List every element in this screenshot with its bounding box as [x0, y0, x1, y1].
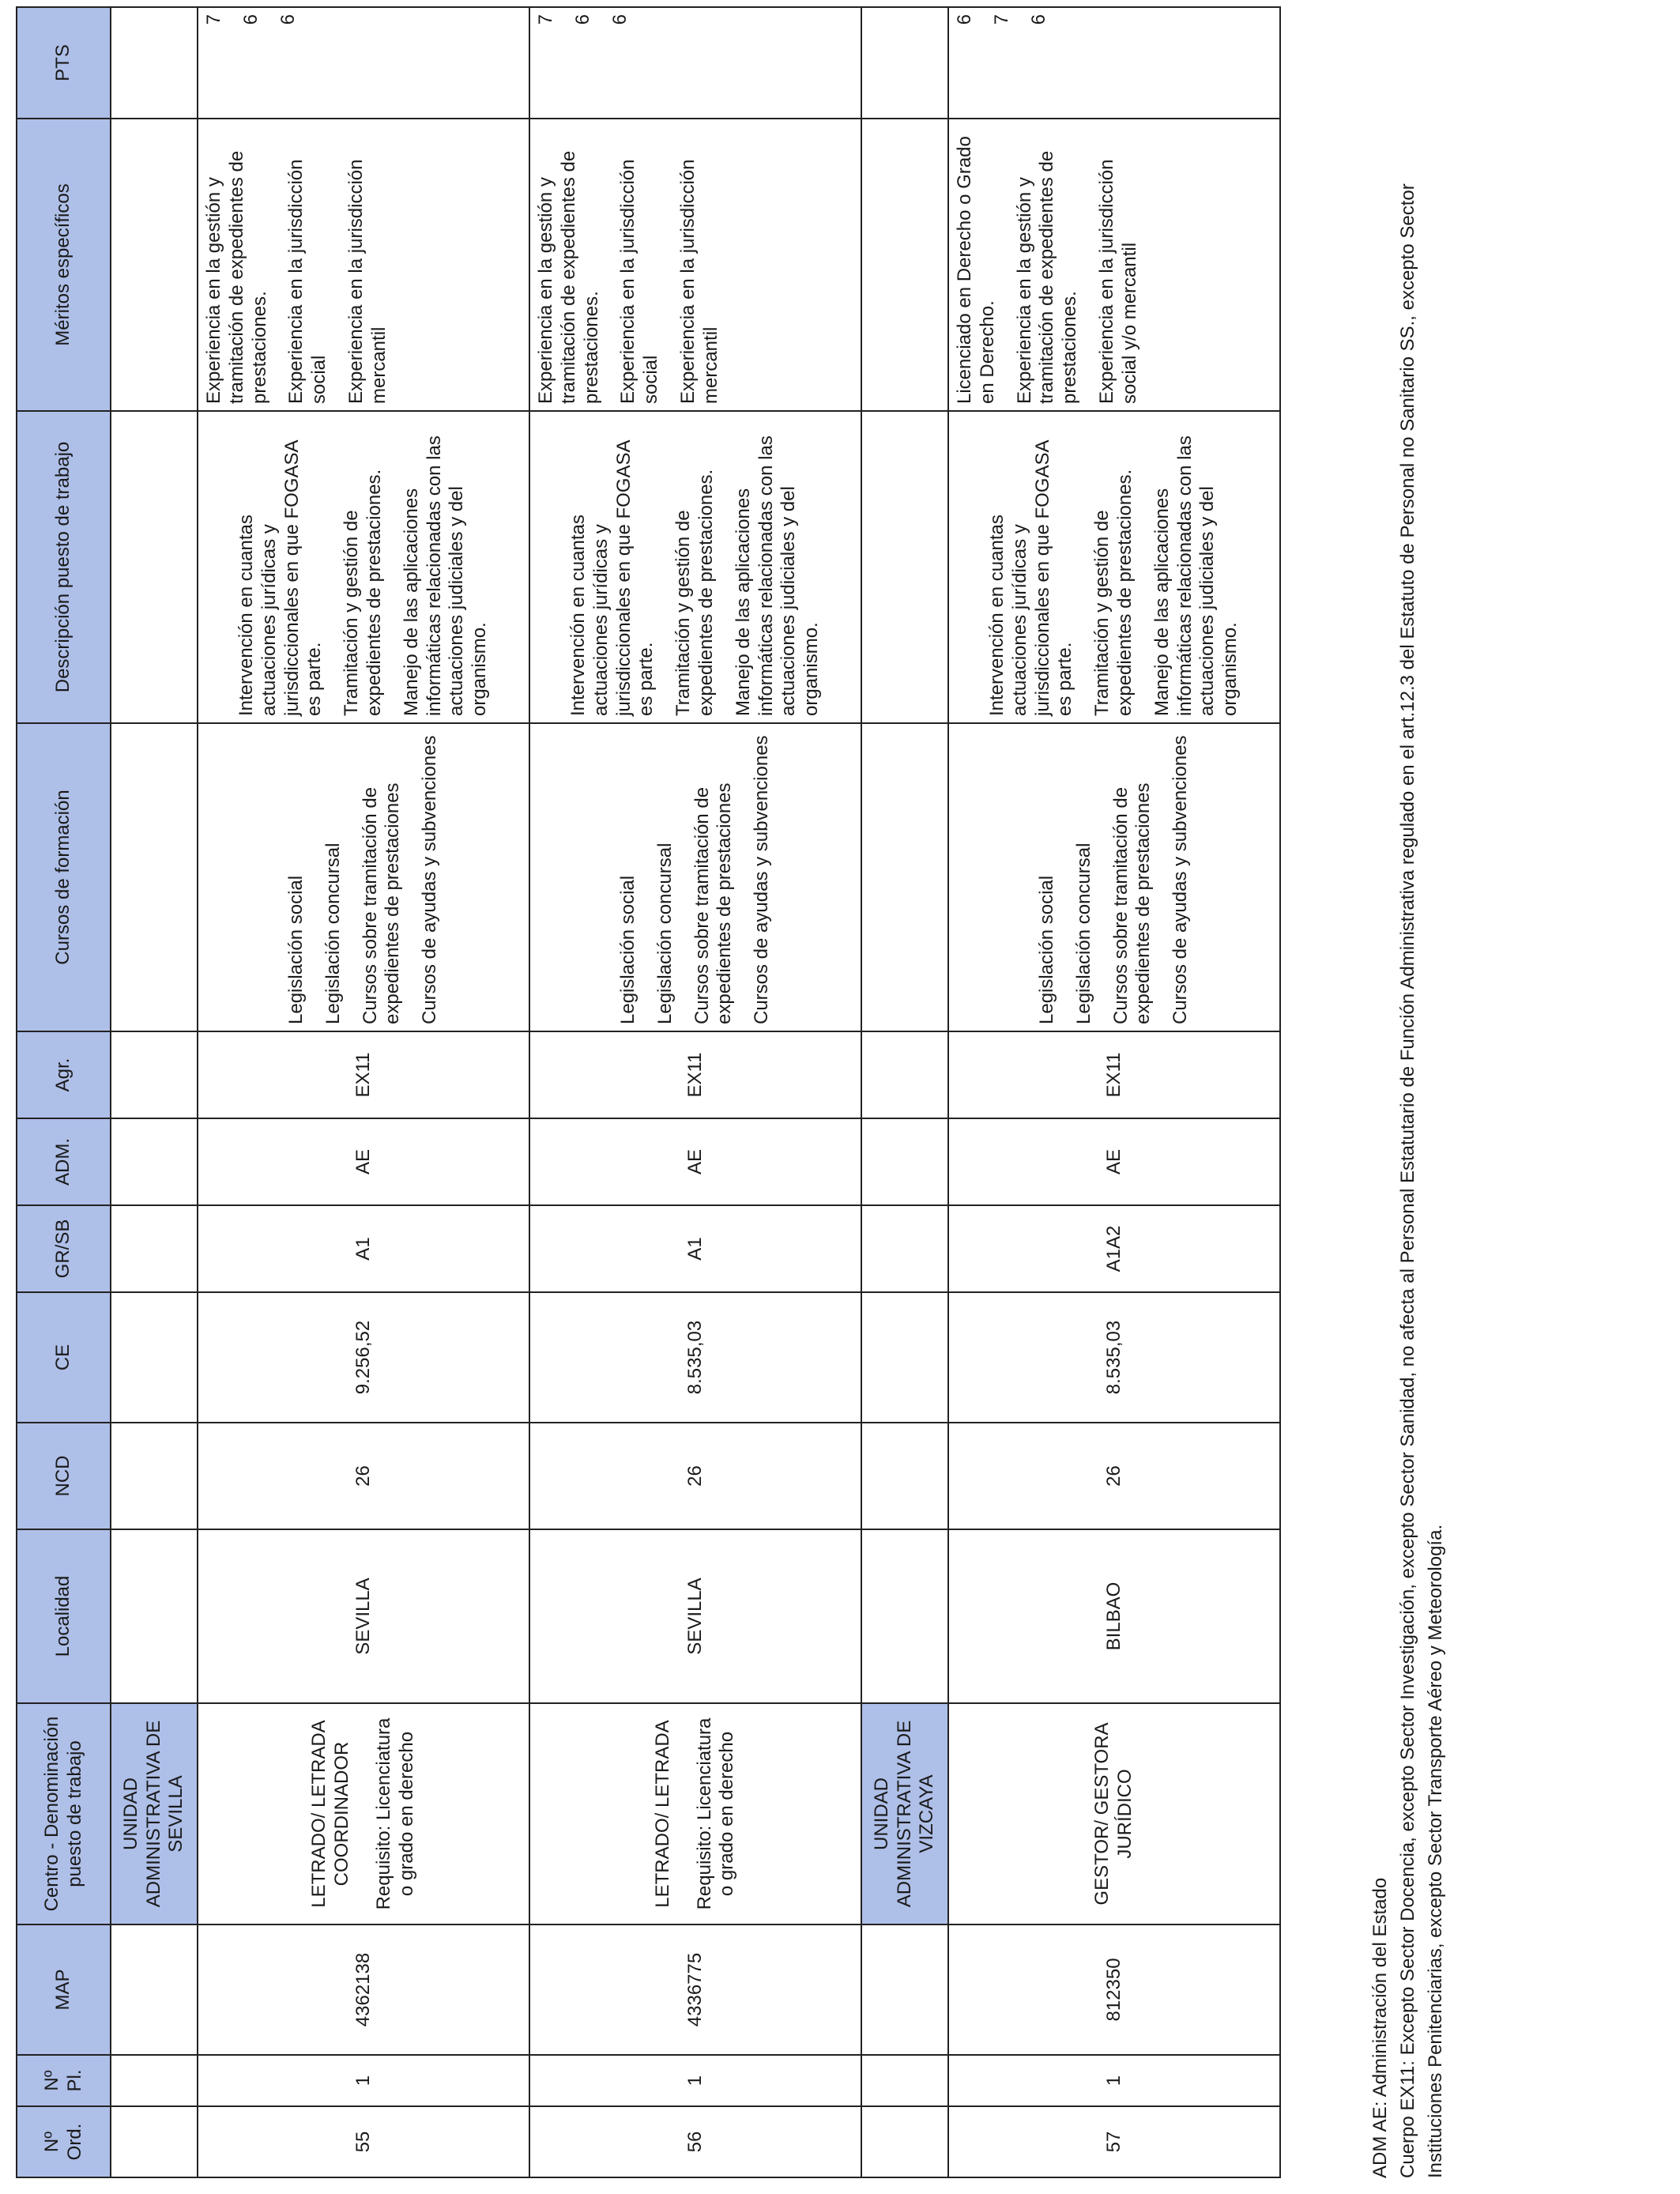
footnotes — [1367, 44, 1449, 2178]
grsb-cell: A1 — [529, 1205, 861, 1292]
curso-item: Cursos de ayudas y subvenciones — [419, 735, 441, 1024]
grsb-cell: A1 — [198, 1205, 529, 1292]
empty-cell — [111, 1118, 198, 1205]
positions-table — [16, 6, 1281, 2178]
curso-item: Legislación concursal — [654, 843, 676, 1024]
cursos-cell — [529, 723, 861, 1031]
meritos-cell — [948, 119, 1280, 411]
descripcion-cell — [198, 411, 529, 723]
header-grsb: GR/SB — [17, 1205, 111, 1292]
descripcion-item: Tramitación y gestión de expedientes de prestaciones. — [1091, 469, 1136, 716]
map-cell: 4362138 — [198, 1924, 529, 2055]
n-pl-cell: 1 — [198, 2055, 529, 2106]
agr-cell: EX11 — [198, 1031, 529, 1118]
descripcion-item: Intervención en cuantas actuaciones jurídicas y jurisdiccionales en que FOGASA es parte. — [986, 440, 1076, 716]
empty-cell — [111, 1423, 198, 1529]
table-row — [198, 7, 529, 2177]
pts-value: 6 — [277, 14, 299, 25]
n-pl-cell: 1 — [529, 2055, 861, 2106]
n-ord-cell: 57 — [948, 2106, 1280, 2177]
localidad-cell: SEVILLA — [198, 1529, 529, 1703]
curso-item: Legislación social — [617, 875, 638, 1024]
descripcion-cell — [948, 411, 1280, 723]
curso-item: Legislación social — [285, 875, 307, 1024]
header-ncd: NCD — [17, 1423, 111, 1529]
table-header — [17, 7, 111, 2177]
header-descripcion: Descripción puesto de trabajo — [17, 411, 111, 723]
localidad-cell: BILBAO — [948, 1529, 1280, 1703]
header-adm: ADM. — [17, 1118, 111, 1205]
descripcion-item: Intervención en cuantas actuaciones jurídicas y jurisdiccionales en que FOGASA es parte. — [567, 440, 657, 716]
empty-cell — [861, 1292, 948, 1423]
merito-item: Licenciado en Derecho o Grado en Derecho. — [954, 136, 998, 404]
pts-value: 7 — [203, 14, 224, 25]
header-pts: PTS — [17, 7, 111, 119]
merito-item: Experiencia en la jurisdicción mercantil — [345, 159, 390, 404]
descripcion-item: Intervención en cuantas actuaciones jurídicas y jurisdiccionales en que FOGASA es parte. — [235, 440, 326, 716]
ncd-cell: 26 — [529, 1423, 861, 1529]
merito-item: Experiencia en la jurisdicción social — [285, 159, 330, 404]
curso-item: Cursos sobre tramitación de expedientes de prestaciones — [1109, 782, 1155, 1024]
n-ord-cell: 56 — [529, 2106, 861, 2177]
merito-item: Experiencia en la jurisdicción mercantil — [676, 159, 721, 404]
merito-item: Experiencia en la gestión y tramitación de expedientes de prestaciones. — [203, 150, 270, 404]
empty-cell — [861, 1423, 948, 1529]
pts-value: 6 — [608, 14, 631, 25]
curso-item: Cursos sobre tramitación de expedientes de prestaciones — [359, 782, 404, 1024]
merito-item: Experiencia en la jurisdicción social y/o mercantil — [1095, 159, 1140, 404]
empty-cell — [111, 7, 198, 119]
merito-item: Experiencia en la gestión y tramitación de expedientes de prestaciones. — [535, 150, 602, 404]
descripcion-item: Manejo de las aplicaciones informáticas relacionadas con las actuaciones judiciales y del organismo. — [400, 435, 491, 716]
header-map: MAP — [17, 1924, 111, 2055]
empty-cell — [861, 411, 948, 723]
header-ce: CE — [17, 1292, 111, 1423]
ncd-cell: 26 — [198, 1423, 529, 1529]
agr-cell: EX11 — [948, 1031, 1280, 1118]
puesto-cell — [948, 1703, 1280, 1924]
cursos-cell — [198, 723, 529, 1031]
empty-cell — [861, 723, 948, 1031]
curso-item: Legislación social — [1036, 875, 1057, 1024]
footnote-cuerpo-cont: Instituciones Penitenciarias, excepto Sector Transporte Aéreo y Meteorología. — [1424, 1524, 1446, 2178]
n-pl-cell: 1 — [948, 2055, 1280, 2106]
ce-cell: 8.535,03 — [948, 1292, 1280, 1423]
empty-cell — [111, 2055, 198, 2106]
map-cell: 4336775 — [529, 1924, 861, 2055]
empty-cell — [111, 1292, 198, 1423]
empty-cell — [861, 2055, 948, 2106]
adm-cell: AE — [198, 1118, 529, 1205]
empty-cell — [111, 1031, 198, 1118]
table-row — [529, 7, 861, 2177]
pts-value: 6 — [1027, 14, 1049, 25]
pts-cell — [529, 7, 861, 119]
header-n-ord: Nº Ord. — [17, 2106, 111, 2177]
puesto-requisito: Requisito: Licenciatura o grado en derecho — [693, 1717, 738, 1910]
curso-item: Cursos de ayudas y subvenciones — [1170, 735, 1192, 1024]
merito-item: Experiencia en la gestión y tramitación de expedientes de prestaciones. — [1013, 150, 1081, 404]
empty-cell — [861, 1031, 948, 1118]
header-localidad: Localidad — [17, 1529, 111, 1703]
pts-value: 7 — [990, 14, 1012, 25]
empty-cell — [861, 1924, 948, 2055]
curso-item: Legislación concursal — [1072, 843, 1094, 1024]
meritos-cell — [529, 119, 861, 411]
descripcion-cell — [529, 411, 861, 723]
descripcion-item: Manejo de las aplicaciones informáticas relacionadas con las actuaciones judiciales y del organismo. — [732, 435, 823, 716]
puesto-requisito: Requisito: Licenciatura o grado en derecho — [373, 1717, 417, 1910]
section-row — [861, 7, 948, 2177]
ce-cell: 9.256,52 — [198, 1292, 529, 1423]
empty-cell — [861, 2106, 948, 2177]
section-unit-name: UNIDAD ADMINISTRATIVA DE VIZCAYA — [861, 1703, 948, 1924]
empty-cell — [861, 1118, 948, 1205]
n-ord-cell: 55 — [198, 2106, 529, 2177]
empty-cell — [861, 7, 948, 119]
puesto-cell — [529, 1703, 861, 1924]
empty-cell — [111, 411, 198, 723]
footnote-cuerpo: Cuerpo EX11: Excepto Sector Docencia, excepto Sector Investigación, excepto Sector Sanidad, no afecta al Personal Estatutario de Función Administrativa regulado en el art.12.3 del Estatuto de Personal no Sanitario SS., excepto Sector — [1396, 183, 1418, 2178]
section-row — [111, 7, 198, 2177]
adm-cell: AE — [948, 1118, 1280, 1205]
empty-cell — [111, 1205, 198, 1292]
header-centro: Centro - Denominación puesto de trabajo — [17, 1703, 111, 1924]
descripcion-item: Tramitación y gestión de expedientes de prestaciones. — [672, 469, 717, 716]
adm-cell: AE — [529, 1118, 861, 1205]
section-unit-name: UNIDAD ADMINISTRATIVA DE SEVILLA — [111, 1703, 198, 1924]
header-meritos: Méritos específicos — [17, 119, 111, 411]
empty-cell — [861, 1529, 948, 1703]
map-cell: 812350 — [948, 1924, 1280, 2055]
merito-item: Experiencia en la jurisdicción social — [617, 159, 662, 404]
footnote-adm: ADM AE: Administración del Estado — [1369, 1877, 1391, 2178]
puesto-cell — [198, 1703, 529, 1924]
pts-value: 6 — [954, 14, 975, 25]
header-agr: Agr. — [17, 1031, 111, 1118]
empty-cell — [111, 119, 198, 411]
empty-cell — [861, 119, 948, 411]
pts-cell — [198, 7, 529, 119]
empty-cell — [111, 1529, 198, 1703]
header-n-pl: Nº Pl. — [17, 2055, 111, 2106]
curso-item: Cursos sobre tramitación de expedientes de prestaciones — [691, 782, 736, 1024]
puesto-name: GESTOR/ GESTORA JURÍDICO — [1091, 1722, 1136, 1906]
empty-cell — [111, 2106, 198, 2177]
grsb-cell: A1A2 — [948, 1205, 1280, 1292]
pts-cell — [948, 7, 1280, 119]
empty-cell — [111, 1924, 198, 2055]
curso-item: Cursos de ayudas y subvenciones — [751, 735, 773, 1024]
agr-cell: EX11 — [529, 1031, 861, 1118]
table-body — [111, 7, 1280, 2177]
table-row — [948, 7, 1280, 2177]
pts-value: 7 — [535, 14, 556, 25]
curso-item: Legislación concursal — [322, 843, 344, 1024]
header-cursos: Cursos de formación — [17, 723, 111, 1031]
cursos-cell — [948, 723, 1280, 1031]
ce-cell: 8.535,03 — [529, 1292, 861, 1423]
pts-value: 6 — [571, 14, 593, 25]
descripcion-item: Tramitación y gestión de expedientes de prestaciones. — [341, 469, 385, 716]
puesto-name: LETRADO/ LETRADA COORDINADOR — [308, 1720, 353, 1908]
puesto-name: LETRADO/ LETRADA — [651, 1720, 673, 1908]
meritos-cell — [198, 119, 529, 411]
descripcion-item: Manejo de las aplicaciones informáticas relacionadas con las actuaciones judiciales y del organismo. — [1151, 435, 1241, 716]
pts-value: 6 — [239, 14, 262, 25]
empty-cell — [861, 1205, 948, 1292]
empty-cell — [111, 723, 198, 1031]
ncd-cell: 26 — [948, 1423, 1280, 1529]
localidad-cell: SEVILLA — [529, 1529, 861, 1703]
